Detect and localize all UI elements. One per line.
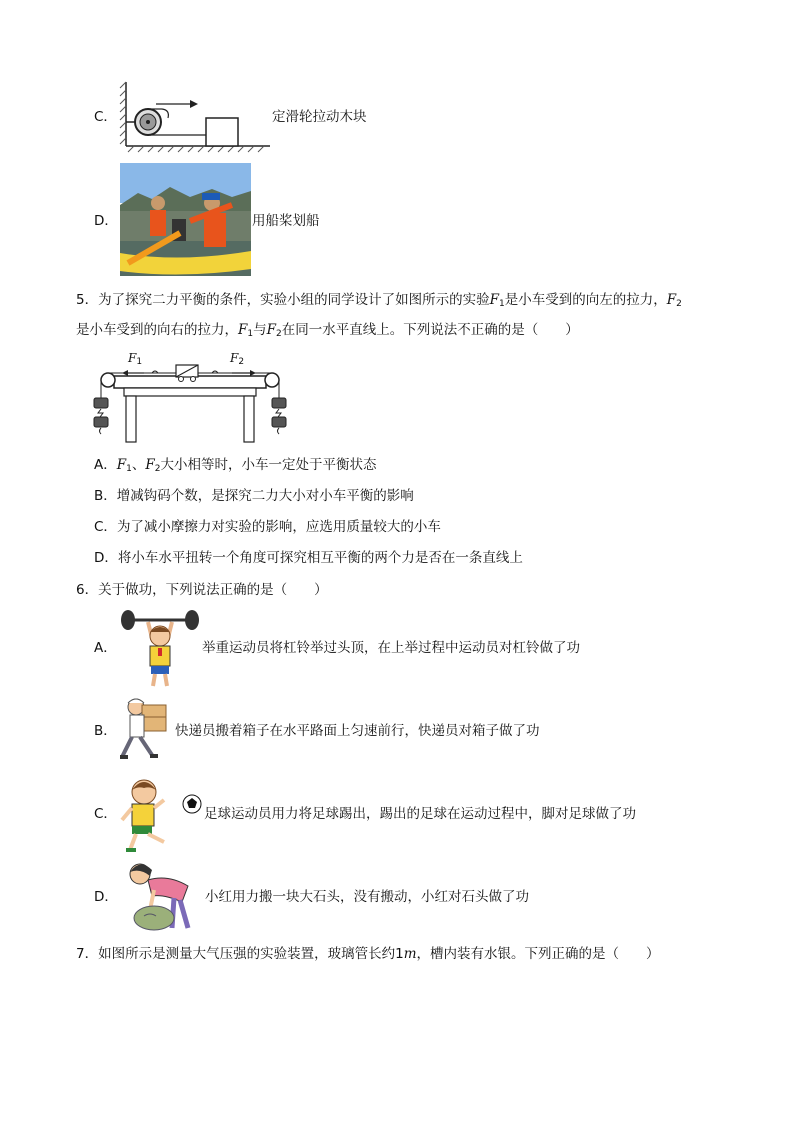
q5-option-b [94, 486, 414, 506]
q6-option-b-letter: B． [94, 723, 117, 739]
girl-lifting-rock-illustration [120, 860, 204, 932]
q5-option-a-f2: F [145, 457, 155, 473]
q5-option-c-letter: C． [94, 519, 117, 535]
q5-option-c [94, 517, 441, 537]
q5-option-d-letter: D． [94, 550, 118, 566]
q5-stem-text-1: 为了探究二力平衡的条件，实验小组的同学设计了如图所示的实验 [98, 292, 490, 308]
q5-f1-symbol-2: F [238, 322, 248, 338]
q5-f2-symbol-2: F [266, 322, 276, 338]
q5-option-a-f1-sub: 1 [126, 464, 132, 474]
pulley-diagram [118, 80, 278, 156]
q5-f1-subscript-2: 1 [247, 329, 254, 339]
q5-f2-subscript-2: 2 [275, 329, 282, 339]
q5-f2-symbol: F [666, 292, 677, 308]
q5-stem-text-2: 是小车受到的向左的拉力， [504, 292, 667, 308]
courier-illustration [120, 695, 174, 769]
q4-option-c-text: 定滑轮拉动木块 [272, 109, 367, 125]
football-player-illustration [120, 776, 204, 854]
q6-option-a-letter: A． [94, 640, 117, 656]
q7-length-value: 1 [395, 946, 404, 962]
q7-stem-text-1: 如图所示是测量大气压强的实验装置，玻璃管长约 [98, 946, 396, 962]
weightlifter-illustration [120, 606, 200, 688]
q5-f2-subscript: 2 [676, 299, 682, 309]
q5-stem-text-5: 在同一水平直线上。下列说法不正确的是（ ） [281, 322, 579, 338]
q6-number: 6． [76, 582, 99, 598]
q5-option-b-letter: B． [94, 488, 117, 504]
q5-option-a-f2-sub: 2 [154, 464, 161, 474]
q5-option-b-text: 增减钩码个数，是探究二力大小对小车平衡的影响 [116, 488, 414, 504]
q5-stem-line-1 [76, 290, 682, 314]
q7-number: 7． [76, 946, 99, 962]
q5-option-a-letter: A． [94, 457, 117, 473]
q6-option-c-letter: C． [94, 806, 117, 822]
diagram-f2-label: $F_2$ [230, 351, 245, 367]
q6-option-c-text: 足球运动员用力将足球踢出，踢出的足球在运动过程中，脚对足球做了功 [204, 806, 636, 822]
q6-option-b-text: 快递员搬着箱子在水平路面上匀速前行，快递员对箱子做了功 [175, 723, 540, 739]
q5-option-a-f1: F [116, 457, 127, 473]
q6-option-d-text: 小红用力搬一块大石头，没有搬动，小红对石头做了功 [205, 889, 529, 905]
q5-option-a-sep: 、 [131, 457, 146, 473]
q5-f1-subscript: 1 [498, 299, 505, 309]
q6-option-a-text: 举重运动员将杠铃举过头顶，在上举过程中运动员对杠铃做了功 [202, 640, 580, 656]
kayak-photo [120, 163, 251, 276]
q4-option-d-text: 用船桨划船 [252, 213, 320, 229]
q6-stem-text: 关于做功，下列说法正确的是（ ） [98, 582, 328, 598]
q7-length-unit: m [403, 946, 417, 962]
q5-option-d [94, 548, 523, 568]
q6-option-d-letter: D． [94, 889, 118, 905]
q5-f1-symbol: F [489, 292, 499, 308]
diagram-f1-label: $F_1$ [128, 351, 143, 367]
q6-stem [76, 580, 328, 600]
q5-option-a [94, 455, 376, 479]
q5-stem-text-4: 与 [253, 322, 267, 338]
q5-stem-line-2 [76, 320, 579, 344]
q5-option-a-text: 大小相等时，小车一定处于平衡状态 [160, 457, 377, 473]
q5-option-c-text: 为了减小摩擦力对实验的影响，应选用质量较大的小车 [116, 519, 441, 535]
two-force-balance-diagram [92, 352, 288, 444]
q4-option-d-letter: D． [94, 213, 118, 229]
q7-stem [76, 944, 660, 964]
q5-option-d-text: 将小车水平扭转一个角度可探究相互平衡的两个力是否在一条直线上 [117, 550, 523, 566]
q5-stem-text-3: 是小车受到的向右的拉力， [76, 322, 238, 338]
q5-number: 5． [76, 292, 99, 308]
q7-stem-text-2: ，槽内装有水银。下列正确的是（ ） [416, 946, 660, 962]
q4-option-c-letter: C． [94, 109, 117, 125]
